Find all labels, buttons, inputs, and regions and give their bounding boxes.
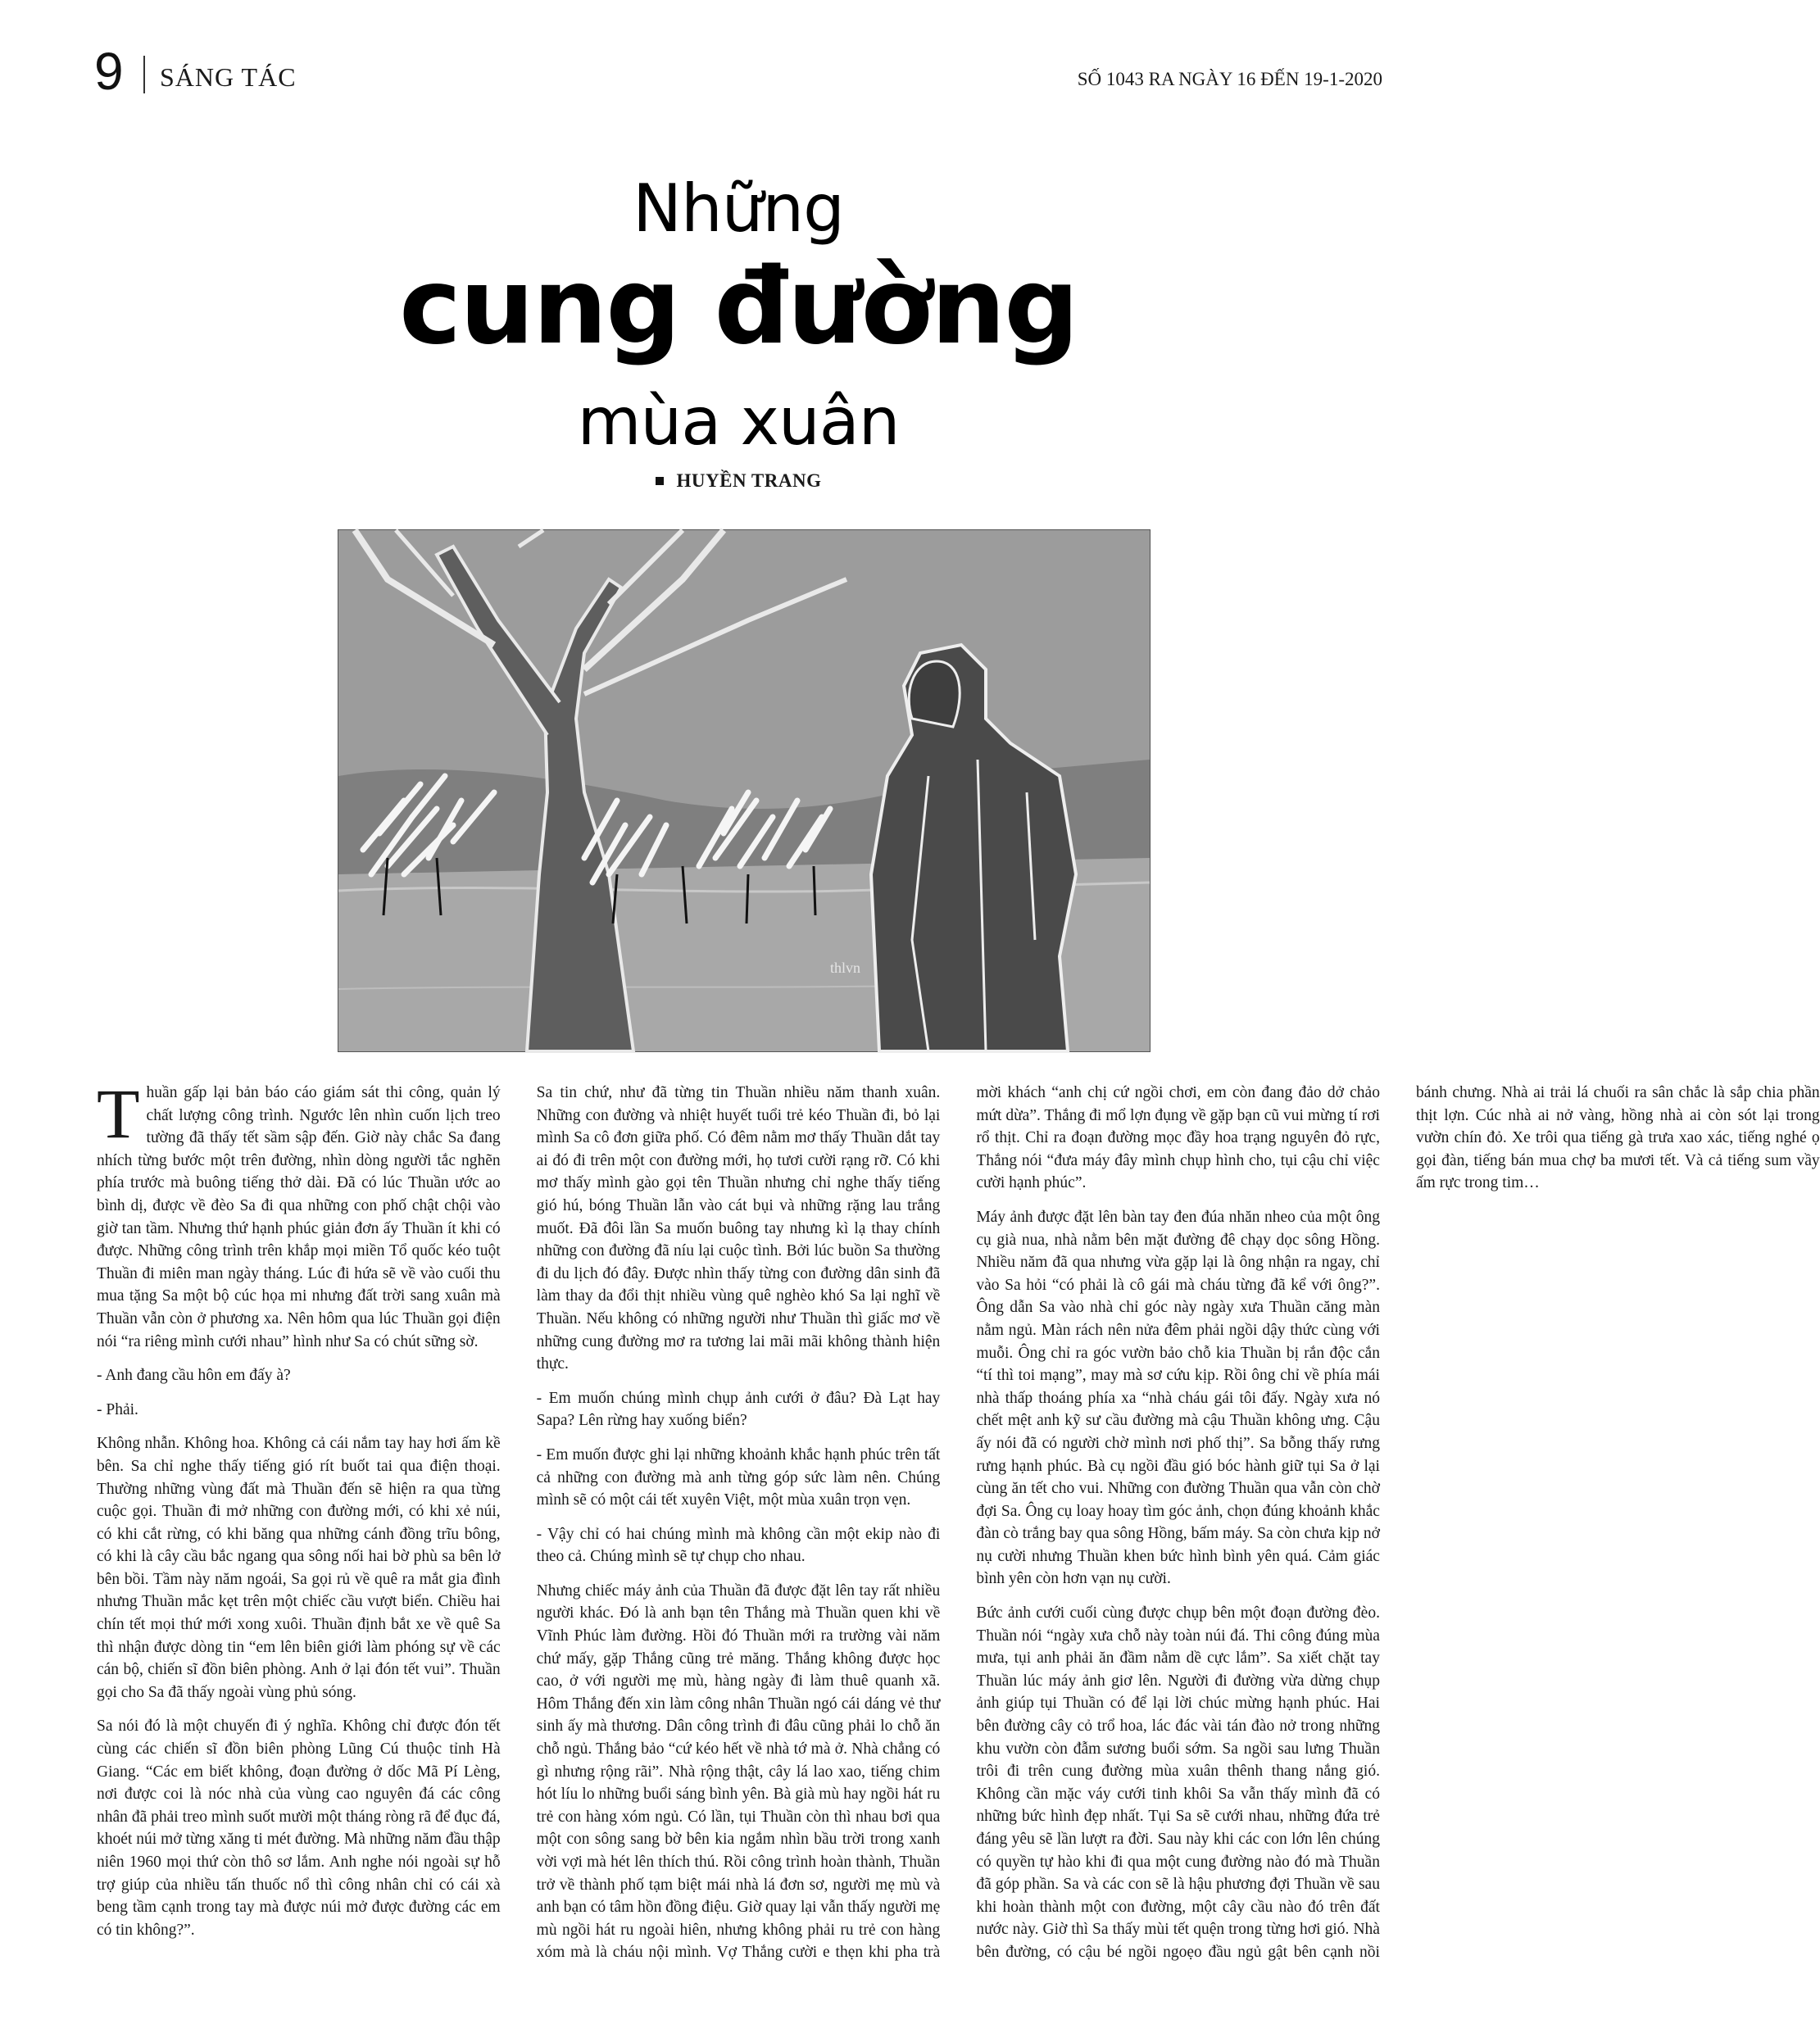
paragraph: Sa nói đó là một chuyến đi ý nghĩa. Không chỉ được đón tết cùng các chiến sĩ đồn biên phòng Lũng Cú thuộc tỉnh Hà Giang. “Các em biết không, đoạn đường ở dốc Mã Pí Lèng, nơi được coi là nóc nhà của vùng cao nguyên đá các công nhân đã phải treo mình suốt mười một tháng ròng rã để đục đá, khoét núi mở từng xăng ti mét đường. Mà những năm đầu thập niên 1960 mọi thứ còn thô sơ lắm. Anh nghe nói ngoài sự hỗ trợ giúp của nhiều tấn thuốc nổ thì công nhân chỉ có cái xà beng tầm cạnh trong tay mà được núi mở được đường các em có tin không?”. xyxy=(97,1718,501,1939)
paragraph: - Anh đang cầu hôn em đấy à? xyxy=(97,1367,291,1385)
paragraph: - Em muốn chúng mình chụp ảnh cưới ở đâu? Đà Lạt hay Sapa? Lên rừng hay xuống biển? xyxy=(536,1389,941,1430)
page-header xyxy=(94,43,1382,100)
paragraph: Sa tin chứ, như đã từng tin Thuần nhiều năm thanh xuân. Những con đường và nhiệt huyết tuổi trẻ kéo Thuần đi, bỏ lại mình Sa cô đơn giữa phố. Có đêm nằm mơ thấy Thuần dắt tay ai đó đi trên một con đường mới, họ tươi cười rạng rỡ. Có khi mơ thấy mình gào gọi tên Thuần nhưng chỉ nghe thấy tiếng gió hú, bóng Thuần lẫn vào cát bụi và những rặng lau trắng muốt. Đã đôi lần Sa muốn buông tay nhưng kì lạ thay chính những con đường đã níu lại cuộc tình. Bởi lúc buồn Sa thường đi du lịch đó đây. Được nhìn thấy từng con đường dân sinh đã làm thay da đổi thịt nhiều vùng quê nghèo khó Sa lại nghĩ về Thuần. Nếu không có những người như Thuần thì giấc mơ về những cung đường mơ ra tương lai mãi mãi không thành hiện thực. xyxy=(536,1084,941,1373)
illustration-signature: thlvn xyxy=(830,960,861,976)
paragraph: - Phải. xyxy=(97,1400,138,1418)
author-name: HUYỀN TRANG xyxy=(676,470,822,491)
byline-square-icon xyxy=(656,477,664,485)
page-number: 9 xyxy=(94,42,124,101)
article-title-line2: cung đường xyxy=(399,246,1078,368)
paragraph xyxy=(97,1074,501,1353)
paragraph: Máy ảnh được đặt lên bàn tay đen đúa nhăn nheo của một ông cụ già nua, nhà nằm bên mặt đường đê chạy dọc sông Hồng. Nhiều năm đã qua nhưng vừa gặp lại là ông nhận ra ngay, chỉ vào Sa hỏi “có phải là cô gái mà cháu từng đã kể với ông?”. Ông dẫn Sa vào nhà chỉ góc này ngày xưa Thuần căng màn nằm ngủ. Màn rách nên nửa đêm phải ngồi dậy thức cùng với muỗi. Ông chỉ ra góc vườn bảo chỗ kia Thuần bị rắn độc cắn “tí thì toi mạng”, may mà sơ cứu kịp. Rồi ông chỉ về phía mái nhà thấp thoáng phía xa “nhà cháu gái tôi đấy. Ngày xưa nó chết mệt anh kỹ sư cầu đường mà cậu Thuần không ưng. Cậu ấy nói đã có người chờ mình nơi phố thị”. Sa bỗng thấy rưng rưng hạnh phúc. Bà cụ ngồi đầu gió bóc hành giữ tụi Sa ở lại cùng ăn tết cho vui. Những con đường Thuần qua vẫn còn chờ đợi Sa. Ông cụ loay hoay tìm góc ảnh, chọn đúng khoảnh khắc đàn cò trắng bay qua sông Hồng, bấm máy. Sa còn chưa kịp nở nụ cười nhưng Thuần khen bức hình bình yên quá. Cảm giác bình yên còn hơn vạn nụ cười. xyxy=(976,1208,1380,1588)
section-label: SÁNG TÁC xyxy=(160,62,297,92)
paragraph: - Vậy chỉ có hai chúng mình mà không cần một ekip nào đi theo cả. Chúng mình sẽ tự chụp cho nhau. xyxy=(536,1525,941,1566)
article-title-line3: mùa xuân xyxy=(577,383,900,460)
issue-info: SỐ 1043 RA NGÀY 16 ĐẾN 19-1-2020 xyxy=(1077,69,1382,89)
paragraph-text: huần gấp lại bản báo cáo giám sát thi công, quản lý chất lượng công trình. Ngước lên nhìn cuốn lịch treo tường đã thấy tết sầm sập đến. Giờ này chắc Sa đang nhích từng bước một trên đường, nhìn dòng người tắc nghẽn phía trước mà buông tiếng thở dài. Đã có lúc Thuần ước ao bình dị, được về đèo Sa đi qua những con phố chật chội vào giờ tan tầm. Nhưng thứ hạnh phúc giản đơn ấy Thuần ít khi có được. Những công trình trên khắp mọi miền Tổ quốc kéo tuột Thuần đi miên man ngày tháng. Lúc đi hứa sẽ về vào cuối thu mua tặng Sa một bộ cúc họa mi nhưng đất trời sang xuân mà Thuần vẫn còn ở phương xa. Nên hôm qua lúc Thuần gọi điện nói “ra riêng mình cưới nhau” hình như Sa có chút sững sờ. xyxy=(97,1084,501,1350)
byline xyxy=(0,470,1477,492)
header-divider xyxy=(143,56,145,93)
article-body xyxy=(97,1074,1820,1967)
article-title-line1: Những xyxy=(633,170,844,247)
article-illustration xyxy=(338,529,1151,1052)
illustration-drawing xyxy=(338,530,1150,1051)
drop-cap: T xyxy=(97,1074,140,1153)
paragraph: Bức ảnh cưới cuối cùng được chụp bên một đoạn đường đèo. Thuần nói “ngày xưa chỗ này toàn núi đá. Thi công đúng mùa mưa, tụi anh phải ăn đầm nằm dề cực lắm”. Sa xiết chặt tay Thuần lúc máy ảnh giơ lên. Người đi đường vừa dừng chụp ảnh giúp tụi Thuần có để lại lời chúc mừng hạnh phúc. Hai bên đường cây cỏ trổ hoa, lác đác vài tán đào nở trong những khu vườn còn đẫm sương buổi sớm. Sa ngồi sau lưng Thuần trôi đi trên cung đường mùa xuân thênh thang nắng gió. Không cần mặc váy cưới tinh khôi Sa vẫn thấy mình đã có những bức hình đẹp nhất. Tụi Sa sẽ cưới nhau, những đứa trẻ đáng yêu sẽ lần lượt ra đời. Sau này khi các con lớn lên chúng có quyền tự hào khi đi qua một cung đường nào đó mà Thuần đã góp phần. Sa và các con sẽ là hậu phương đợi Thuần về sau khi hoàn thành một con đường, một cây cầu nào đó trên đất nước này. Giờ thì Sa thấy mùi tết quện trong từng hơi gió. Nhà bên đường, có cậu bé ngồi ngoẹo đầu ngủ gật bên cạnh nồi bánh chưng. Nhà ai trải lá chuối ra sân chắc là sắp chia phần thịt lợn. Cúc nhà ai nở vàng, hồng nhà ai còn sót lại trong vườn chín đỏ. Xe trôi qua tiếng gà trưa xao xác, tiếng nghé ọ gọi đàn, tiếng bán mua chợ ba mươi tết. Và cả tiếng sum vầy ấm rực trong tim… xyxy=(976,1084,1820,1961)
paragraph: Nhưng chiếc máy ảnh của Thuần đã được đặt lên tay rất nhiều người khác. Đó là anh bạn tên Thắng mà Thuần quen khi về Vĩnh Phúc làm đường. Hồi đó Thuần mới ra trường vài năm chứ mấy, gặp Thắng cũng trẻ măng. Thắng không được học cao, ở với người mẹ mù, hàng ngày đi làm thuê quanh xã. Hôm Thắng đến xin làm công nhân Thuần ngó cái dáng vẻ thư sinh ấy mà thương. Dân công trình đi đâu cũng phải lo chỗ ăn chỗ ngủ. Thắng bảo “cứ kéo hết về nhà tớ mà ở. Nhà chẳng có gì nhưng rộng rãi”. Nhà rộng thật, cây lá lao xao, tiếng chim hót líu lo những buổi sáng bình yên. Bà già mù hay ngồi hát ru trẻ con hàng xóm ngủ. Có lần, tụi Thuần còn thì nhau bơi qua một con sông sang bờ bên kia ngắm nhìn bầu trời trong xanh vời vợi mà hét lên thích thú. Rồi công trình hoàn thành, Thuần trở về thành phố tạm biệt mái nhà lá đơn sơ, người mẹ mù và anh bạn có tâm hồn đồng điệu. Giờ quay lại vẫn thấy người mẹ mù ngồi hát ru ngoài hiên, nhưng không phải ru trẻ con hàng xóm mà là cháu nội mình. Vợ Thắng cười e thẹn khi pha trà mời khách “anh chị cứ ngồi chơi, em còn đang đảo dở chảo mứt dừa”. Thắng đi mổ lợn đụng về gặp bạn cũ vui mừng tí rơi rổ thịt. Chỉ ra đoạn đường mọc đầy hoa trạng nguyên đỏ rực, Thắng nói “đưa máy đây mình chụp hình cho, tụi cậu chỉ việc cười hạnh phúc”. xyxy=(536,1084,1380,1962)
paragraph: - Em muốn được ghi lại những khoảnh khắc hạnh phúc trên tất cả những con đường mà anh từng góp sức làm nên. Chúng mình sẽ có một cái tết xuyên Việt, một mùa xuân trọn vẹn. xyxy=(536,1445,941,1509)
paragraph: Không nhẫn. Không hoa. Không cả cái nắm tay hay hơi ấm kề bên. Sa chỉ nghe thấy tiếng gió rít buốt tai qua điện thoại. Thường những vùng đất mà Thuần đến sẽ hiện ra qua từng cuộc gọi. Thuần đi mở những con đường mới, có khi xẻ núi, có khi cắt rừng, có khi băng qua những cánh đồng trĩu bông, có khi là cây cầu bắc ngang qua sông nối hai bờ phù sa bên lở bên bồi. Tầm này năm ngoái, Sa gọi rủ về quê ra mắt gia đình nhưng Thuần mắc kẹt trên một chiếc cầu vượt biển. Chiều hai chín tết mọi thứ mới xong xuôi. Thuần định bắt xe về quê Sa thì nhận được dòng tin “em lên biên giới làm phóng sự về các cán bộ, chiến sĩ đồn biên phòng. Anh ở lại đón tết vui”. Thuần gọi cho Sa đã thấy ngoài vùng phủ sóng. xyxy=(97,1435,501,1701)
